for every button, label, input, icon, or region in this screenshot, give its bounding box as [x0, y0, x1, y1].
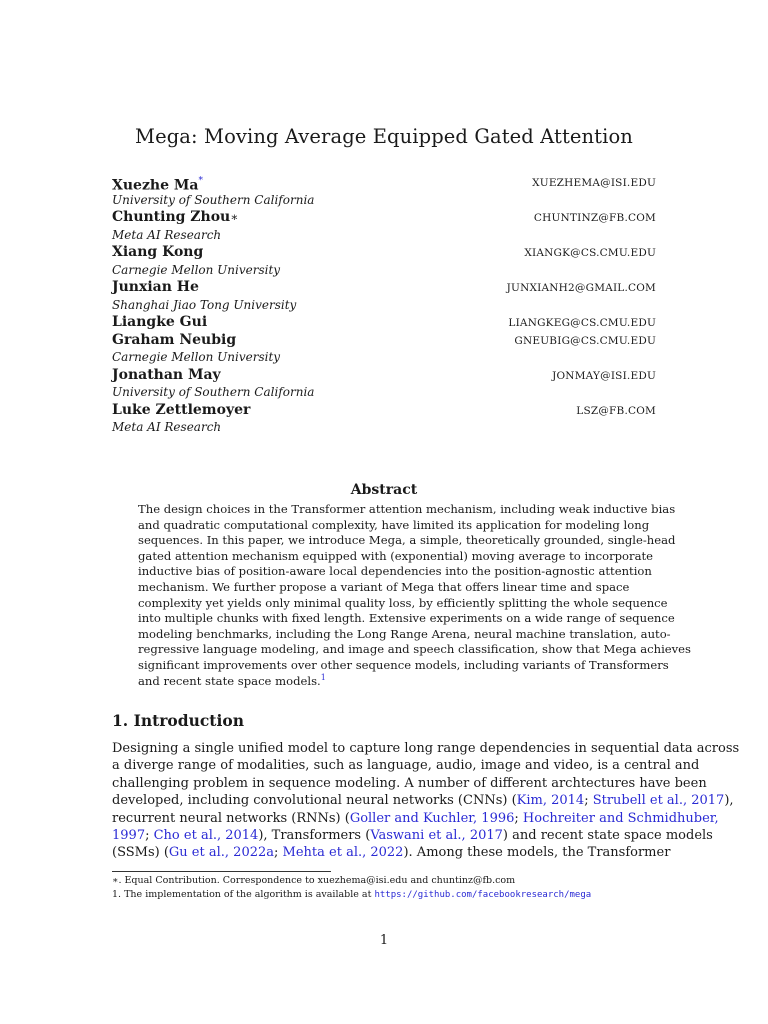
- author-row: [112, 209, 656, 227]
- abstract-line: and quadratic computational complexity, have limited its application for modeling long: [138, 517, 650, 532]
- abstract-line: and recent state space models.$^1$: [138, 672, 326, 688]
- abstract-line: complexity yet yields only minimal quality loss, by efficiently splitting the whole sequence: [138, 595, 668, 610]
- author-email: GNEUBIG@CS.CMU.EDU: [514, 334, 656, 347]
- author-email: CHUNTINZ@FB.COM: [533, 212, 656, 224]
- abstract-heading: Abstract: [350, 482, 418, 498]
- author-list: [112, 174, 656, 437]
- author-name: Liangke Gui: [112, 314, 208, 330]
- author-email: JUNXIANH2@GMAIL.COM: [506, 282, 656, 294]
- author-affiliation: Carnegie Mellon University: [112, 350, 281, 364]
- author-email: XIANGK@CS.CMU.EDU: [524, 247, 656, 259]
- section-heading-introduction: 1. Introduction: [112, 711, 244, 730]
- abstract-line: inductive bias of position-aware local dependencies into the position-agnostic attention: [138, 564, 652, 579]
- citation-link[interactable]: Hochreiter and Schmidhuber,: [522, 810, 719, 826]
- author-affiliation: Carnegie Mellon University: [112, 262, 281, 277]
- introduction-body: [112, 740, 740, 862]
- equal-contribution-mark[interactable]: *: [198, 176, 203, 186]
- author-email: LSZ@FB.COM: [576, 404, 656, 417]
- author-name: Graham Neubig: [112, 331, 237, 348]
- author-row: [112, 332, 656, 350]
- citation-link[interactable]: Goller and Kuchler, 1996: [349, 810, 515, 826]
- citation-link[interactable]: Kim, 2014: [516, 793, 585, 809]
- footnote: ∗. Equal Contribution. Correspondence to xuezhema@isi.edu and chuntinz@fb.com: [112, 875, 516, 886]
- author-email: LIANGKEG@CS.CMU.EDU: [508, 317, 656, 329]
- author-name: Xiang Kong: [112, 244, 204, 260]
- abstract-line: sequences. In this paper, we introduce Mega, a simple, theoretically grounded, single-head: [138, 533, 676, 548]
- introduction-line: recurrent neural networks (RNNs) (Goller and Kuchler, 1996; Hochreiter and Schmidhuber,: [112, 810, 719, 826]
- author-affiliation: University of Southern California: [112, 192, 315, 207]
- author-email: JONMAY@ISI.EDU: [552, 369, 656, 382]
- introduction-line: Designing a single unified model to capture long range dependencies in sequential data across: [112, 741, 740, 756]
- citation-link[interactable]: Strubell et al., 2017: [592, 793, 725, 809]
- abstract-line: The design choices in the Transformer attention mechanism, including weak inductive bias: [138, 502, 676, 516]
- footnote-mark: 1.: [112, 889, 125, 900]
- footnote-link[interactable]: 1: [320, 672, 326, 682]
- equal-contribution-mark: ∗: [230, 210, 239, 224]
- abstract-line: significant improvements over other sequence models, including variants of Transformers: [138, 657, 669, 672]
- citation-link[interactable]: Gu et al., 2022a: [168, 845, 275, 861]
- citation-link[interactable]: 1997: [112, 827, 146, 843]
- author-name: Xuezhe Ma*: [112, 176, 203, 194]
- footnote-mark: ∗.: [112, 875, 125, 886]
- citation-link[interactable]: Cho et al., 2014: [153, 827, 259, 843]
- citation-link[interactable]: Vaswani et al., 2017: [370, 827, 503, 843]
- footnote: 1. The implementation of the algorithm is available at https://github.com/facebookresearch/mega: [112, 889, 592, 900]
- footnote-rule: [112, 871, 331, 872]
- abstract-line: mechanism. We further propose a variant of Mega that offers linear time and space: [138, 579, 630, 594]
- author-name: Junxian He: [112, 279, 199, 295]
- footnotes: [112, 874, 672, 902]
- abstract-line: regressive language modeling, and image and speech classification, show that Mega achieves: [138, 642, 691, 657]
- introduction-line: developed, including convolutional neural networks (CNNs) (Kim, 2014; Strubell et al., 2017),: [112, 793, 734, 809]
- author-affiliation: Meta AI Research: [112, 227, 222, 242]
- author-name: Luke Zettlemoyer: [112, 401, 251, 418]
- author-row: [112, 279, 656, 297]
- abstract-line: into multiple chunks with fixed length. Extensive experiments on a wide range of sequence: [138, 611, 675, 626]
- author-affiliation: Shanghai Jiao Tong University: [112, 297, 297, 312]
- repository-link[interactable]: https://github.com/facebookresearch/mega: [374, 890, 592, 900]
- abstract-line: gated attention mechanism equipped with (exponential) moving average to incorporate: [138, 548, 654, 563]
- author-row: [112, 367, 656, 385]
- page-number: 1: [379, 933, 389, 948]
- author-row: [112, 314, 656, 332]
- citation-link[interactable]: Mehta et al., 2022: [282, 845, 404, 861]
- author-row: [112, 174, 656, 192]
- author-affiliation: Meta AI Research: [112, 420, 222, 434]
- author-row: [112, 244, 656, 262]
- abstract-body: [138, 502, 691, 689]
- author-name: Chunting Zhou∗: [112, 209, 239, 225]
- abstract-line: modeling benchmarks, including the Long Range Arena, neural machine translation, auto-: [138, 626, 671, 641]
- introduction-line: a diverge range of modalities, such as language, audio, image and video, is a central and: [112, 758, 700, 774]
- paper-title: Mega: Moving Average Equipped Gated Attention: [135, 125, 633, 148]
- introduction-line: 1997; Cho et al., 2014), Transformers (Vaswani et al., 2017) and recent state space models: [112, 827, 713, 843]
- author-email: XUEZHEMA@ISI.EDU: [532, 177, 656, 189]
- author-name: Jonathan May: [112, 366, 221, 383]
- author-affiliation: University of Southern California: [112, 385, 315, 399]
- author-row: [112, 402, 656, 420]
- introduction-line: challenging problem in sequence modeling. A number of different archtectures have been: [112, 775, 707, 791]
- introduction-line: (SSMs) (Gu et al., 2022a; Mehta et al., 2022). Among these models, the Transformer: [112, 845, 671, 861]
